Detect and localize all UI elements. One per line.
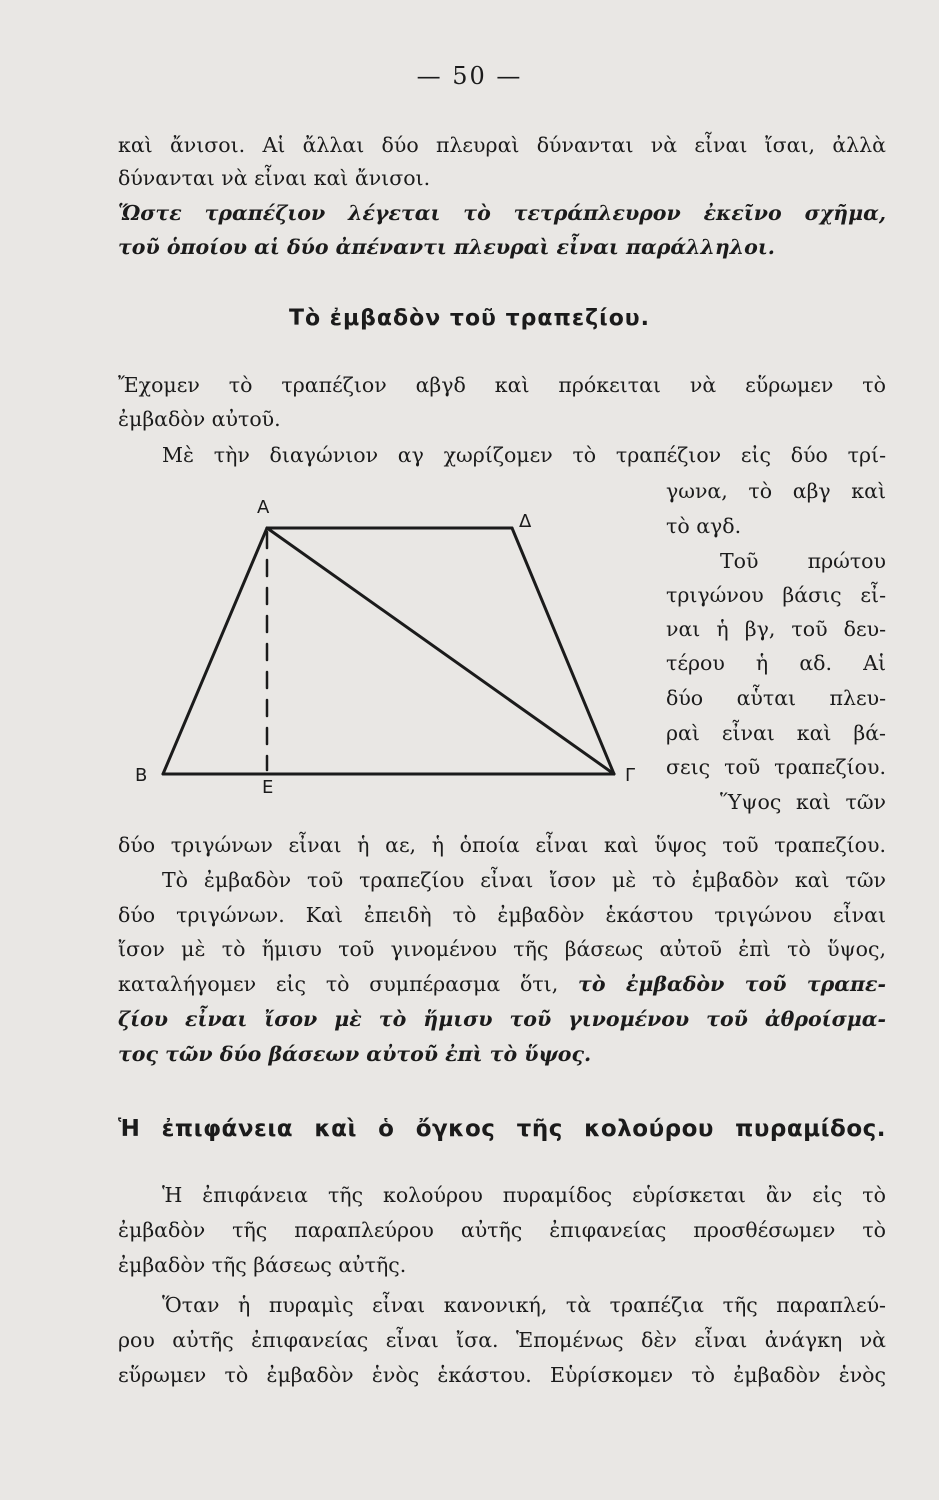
column-line: γωνα, τὸ αβγ καὶ <box>666 479 886 503</box>
text-span: καταλήγομεν εἰς τὸ συμπέρασμα ὅτι, <box>118 972 579 996</box>
conclusion-line: τος τῶν δύο βάσεων αὐτοῦ ἐπὶ τὸ ὕψος. <box>118 1042 592 1066</box>
text-line: καὶ ἄνισοι. Αἱ ἄλλαι δύο πλευραὶ δύνανται νὰ εἶναι ἴσαι, ἀλλὰ <box>118 133 886 157</box>
text-line: ρου αὐτῆς ἐπιφανείας εἶναι ἴσα. Ἑπομένως δὲν εἶναι ἀνάγκη νὰ <box>118 1328 886 1352</box>
text-line: ἐμβαδὸν τῆς παραπλεύρου αὐτῆς ἐπιφανείας προσθέσωμεν τὸ <box>118 1218 886 1242</box>
column-line: δύο αὗται πλευ- <box>666 686 886 710</box>
vertex-label-g: Γ <box>625 765 636 786</box>
column-line: τέρου ἡ αδ. Αἱ <box>666 651 886 675</box>
column-line: τὸ αγδ. <box>666 514 742 538</box>
side-ab <box>163 528 267 774</box>
text-line: εὕρωμεν τὸ ἐμβαδὸν ἑνὸς ἑκάστου. Εὑρίσκομεν τὸ ἐμβαδὸν ἑνὸς <box>118 1363 886 1387</box>
column-line: σεις τοῦ τραπεζίου. <box>666 755 886 779</box>
column-line: ραὶ εἶναι καὶ βά- <box>666 721 886 745</box>
text-line: Ἔχομεν τὸ τραπέζιον αβγδ καὶ πρόκειται νὰ εὕρωμεν τὸ <box>118 373 886 397</box>
definition-line: Ὥστε τραπέζιον λέγεται τὸ τετράπλευρον ἐκεῖνο σχῆμα, <box>118 201 886 225</box>
text-line: ἐμβαδὸν αὐτοῦ. <box>118 407 281 431</box>
text-line: Ὅταν ἡ πυραμὶς εἶναι κανονική, τὰ τραπέζια τῆς παραπλεύ- <box>162 1293 886 1317</box>
conclusion-line: ζίου εἶναι ἴσον μὲ τὸ ἥμισυ τοῦ γινομένου τοῦ ἀθροίσμα- <box>118 1007 886 1031</box>
text-line: δύο τριγώνων. Καὶ ἐπειδὴ τὸ ἐμβαδὸν ἑκάστου τριγώνου εἶναι <box>118 903 886 927</box>
section-heading: Ἡ ἐπιφάνεια καὶ ὁ ὄγκος τῆς κολούρου πυραμίδος. <box>118 1116 886 1142</box>
conclusion-span: τὸ ἐμβαδὸν τοῦ τραπε- <box>578 972 887 996</box>
text-line: Ἡ ἐπιφάνεια τῆς κολούρου πυραμίδος εὑρίσκεται ἂν εἰς τὸ <box>162 1183 886 1207</box>
column-line: Τοῦ πρώτου <box>720 549 886 573</box>
text-line: Τὸ ἐμβαδὸν τοῦ τραπεζίου εἶναι ἴσον μὲ τὸ ἐμβαδὸν καὶ τῶν <box>162 868 886 892</box>
text-line: ἐμβαδὸν τῆς βάσεως αὐτῆς. <box>118 1253 407 1277</box>
text-line: δύνανται νὰ εἶναι καὶ ἄνισοι. <box>118 166 431 190</box>
page-number: — 50 — <box>416 62 523 90</box>
text-line <box>118 969 886 999</box>
text-line: δύο τριγώνων εἶναι ἡ αε, ἡ ὁποία εἶναι καὶ ὕψος τοῦ τραπεζίου. <box>118 833 886 857</box>
text-line: ἴσον μὲ τὸ ἥμισυ τοῦ γινομένου τῆς βάσεως αὐτοῦ ἐπὶ τὸ ὕψος, <box>118 937 886 961</box>
definition-line: τοῦ ὁποίου αἱ δύο ἀπέναντι πλευραὶ εἶναι παράλληλοι. <box>118 235 775 259</box>
vertex-label-d: Δ <box>519 511 532 532</box>
vertex-label-b: Β <box>135 765 148 786</box>
column-line: τριγώνου βάσις εἶ- <box>666 583 886 607</box>
column-line: ναι ἡ βγ, τοῦ δευ- <box>666 617 886 641</box>
section-heading: Τὸ ἐμβαδὸν τοῦ τραπεζίου. <box>288 306 651 331</box>
vertex-label-e: Ε <box>262 777 274 798</box>
column-line: Ὕψος καὶ τῶν <box>720 790 886 814</box>
vertex-label-a: Α <box>257 497 270 518</box>
text-line: Μὲ τὴν διαγώνιον αγ χωρίζομεν τὸ τραπέζιον εἰς δύο τρί- <box>162 443 886 467</box>
